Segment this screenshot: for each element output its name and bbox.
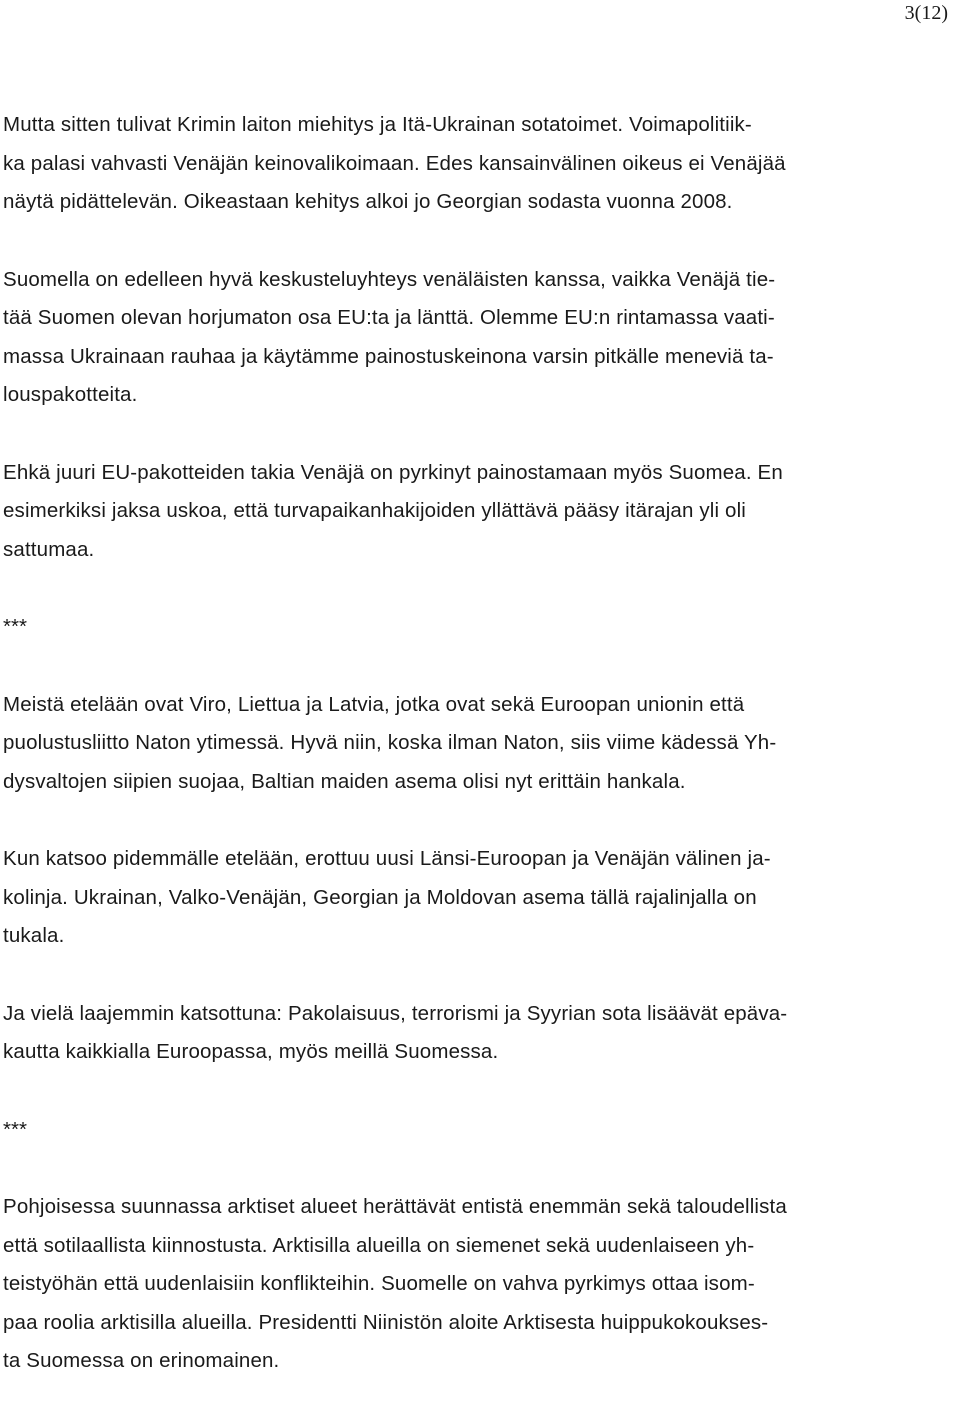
text-line: Ehkä juuri EU-pakotteiden takia Venäjä on pyrkinyt painostamaan myös Suomea. En: [3, 460, 783, 484]
text-line: teistyöhän että uudenlaisiin konflikteihin. Suomelle on vahva pyrkimys ottaa isom-: [3, 1272, 755, 1295]
text-line: sattumaa.: [3, 537, 95, 561]
text-line: esimerkiksi jaksa uskoa, että turvapaikanhakijoiden yllättävä pääsy itärajan yli oli: [3, 499, 746, 522]
text-line: Suomella on edelleen hyvä keskusteluyhteys venäläisten kanssa, vaikka Venäjä tie-: [3, 267, 776, 291]
text-line: ka palasi vahvasti Venäjän keinovalikoimaan. Edes kansainvälinen oikeus ei Venäjää: [3, 151, 786, 175]
text-line: että sotilaallista kiinnostusta. Arktisilla alueilla on siemenet sekä uudenlaiseen yh-: [3, 1233, 755, 1257]
section-separator: ***: [3, 1117, 27, 1141]
text-line: ta Suomessa on erinomainen.: [3, 1349, 280, 1372]
text-line: tukala.: [3, 924, 65, 947]
text-line: dysvaltojen siipien suojaa, Baltian maiden asema olisi nyt erittäin hankala.: [3, 769, 686, 793]
text-line: kautta kaikkialla Euroopassa, myös meillä Suomessa.: [3, 1040, 499, 1063]
text-line: Meistä etelään ovat Viro, Liettua ja Latvia, jotka ovat sekä Euroopan unionin että: [3, 692, 745, 716]
text-line: Mutta sitten tulivat Krimin laiton miehitys ja Itä-Ukrainan sotatoimet. Voimapolitiik-: [3, 113, 752, 136]
text-line: tää Suomen olevan horjumaton osa EU:ta ja länttä. Olemme EU:n rintamassa vaati-: [3, 306, 775, 329]
text-line: Pohjoisessa suunnassa arktiset alueet herättävät entistä enemmän sekä taloudellista: [3, 1195, 787, 1218]
page-number: 3(12): [904, 2, 948, 24]
text-line: Kun katsoo pidemmälle etelään, erottuu uusi Länsi-Euroopan ja Venäjän välinen ja-: [3, 847, 771, 870]
text-line: massa Ukrainaan rauhaa ja käytämme painostuskeinona varsin pitkälle meneviä ta-: [3, 344, 774, 368]
text-line: Ja vielä laajemmin katsottuna: Pakolaisuus, terrorismi ja Syyrian sota lisäävät epäva-: [3, 1001, 788, 1025]
text-line: kolinja. Ukrainan, Valko-Venäjän, Georgian ja Moldovan asema tällä rajalinjalla on: [3, 885, 757, 909]
paragraph: [3, 454, 958, 570]
section-separator: ***: [3, 615, 27, 638]
paragraph: [3, 840, 958, 956]
paragraph: [3, 995, 958, 1072]
text-line: puolustusliitto Naton ytimessä. Hyvä niin, koska ilman Naton, siis viime kädessä Yh-: [3, 731, 777, 754]
text-line: paa roolia arktisilla alueilla. Presidentti Niinistön aloite Arktisesta huippukokoukses-: [3, 1310, 769, 1334]
paragraph: [3, 106, 958, 222]
paragraph: [3, 261, 958, 415]
paragraph: [3, 686, 958, 802]
text-line: näytä pidättelevän. Oikeastaan kehitys alkoi jo Georgian sodasta vuonna 2008.: [3, 190, 733, 213]
paragraph: [3, 1188, 958, 1381]
text-line: louspakotteita.: [3, 383, 138, 406]
document-body: [3, 106, 958, 1420]
